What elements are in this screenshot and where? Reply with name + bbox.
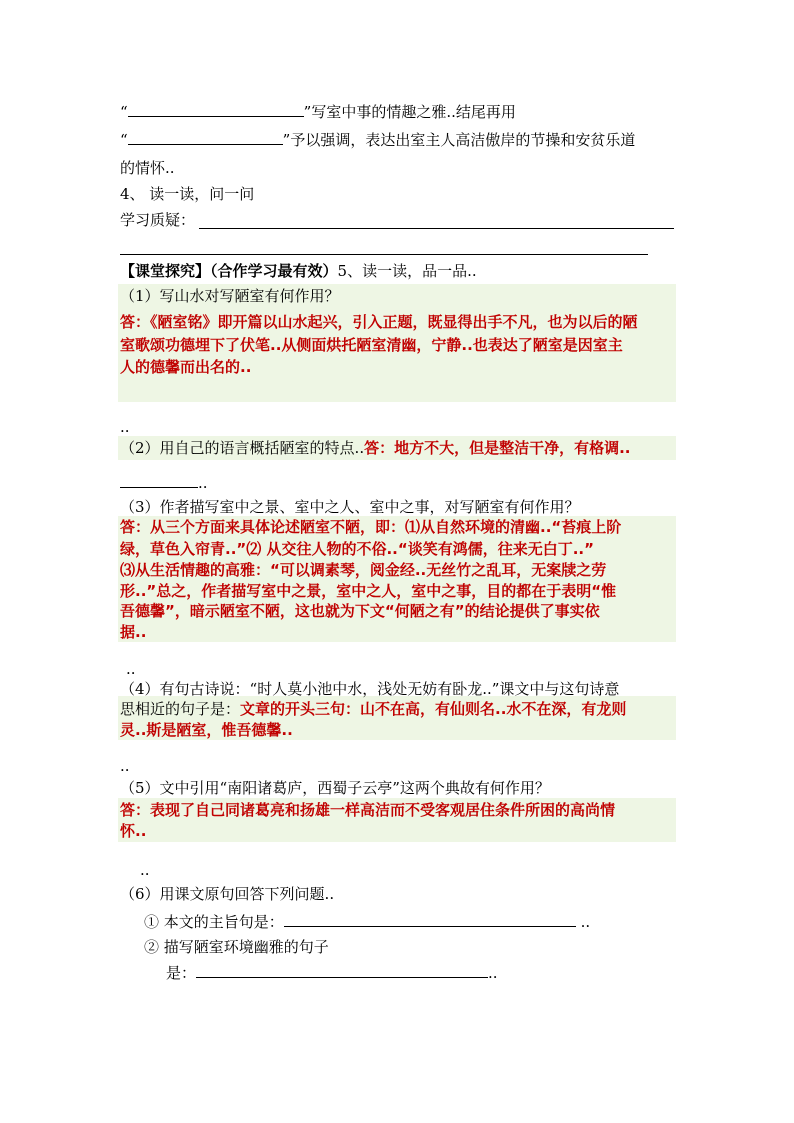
q3-answer-line-4: 形..”总之，作者描写室中之景，室中之人，室中之事，目的都在于表明“惟 (120, 582, 617, 600)
q6-question: （6）用课文原句回答下列问题.. (120, 885, 335, 903)
q6-item-1-blank[interactable] (284, 912, 576, 927)
q5-trailing: .. (140, 861, 150, 879)
fill-blank-1[interactable] (128, 102, 304, 117)
q5-answer-line-2: 怀.. (120, 822, 147, 840)
line-4: 4、 读一读，问一问 (120, 185, 255, 203)
line-1: “ ”写室中事的情趣之雅..结尾再用 (120, 103, 516, 121)
line-2: “ ”予以强调，表达出室主人高洁傲岸的节操和安贫乐道 (120, 131, 636, 149)
q1-answer-line-1: 答：《陋室铭》即开篇以山水起兴，引入正题，既显得出手不凡，也为以后的陋 (120, 313, 638, 331)
q2-line: （2）用自己的语言概括陋室的特点..答：地方不大，但是整洁干净，有格调.. (120, 439, 631, 457)
question-answer-line-2[interactable] (120, 254, 648, 255)
q5-question: （5）文中引用“南阳诸葛庐，西蜀子云亭”这两个典故有何作用？ (120, 779, 550, 797)
q3-answer-line-2: 绿，草色入帘青..”⑵ 从交往人物的不俗..“谈笑有鸿儒，往来无白丁..” (120, 540, 594, 558)
q1-answer-line-2: 室歌颂功德埋下了伏笔..从侧面烘托陋室清幽，宁静..也表达了陋室是因室主 (120, 336, 623, 354)
q4-line-2: 思相近的句子是：文章的开头三句：山不在高，有仙则名..水不在深，有龙则 (120, 700, 627, 718)
q3-answer-line-1: 答：从三个方面来具体论述陋室不陋，即：⑴从自然环境的清幽..“苔痕上阶 (120, 518, 622, 536)
q3-answer-line-3: ⑶从生活情趣的高雅：“可以调素琴，阅金经..无丝竹之乱耳，无案牍之劳 (120, 561, 607, 579)
q4-question-line-1: （4）有句古诗说：“时人莫小池中水，浅处无妨有卧龙..”课文中与这句诗意 (120, 680, 620, 698)
q3-question: （3）作者描写室中之景、室中之人、室中之事，对写陋室有何作用？ (120, 498, 580, 516)
q6-item-2-blank[interactable] (196, 963, 488, 978)
q3-trailing: .. (126, 660, 136, 678)
q2-trailing-line: .. (120, 472, 208, 494)
q4-answer-line-3: 灵..斯是陋室，惟吾德馨.. (120, 721, 293, 739)
q6-item-2-line-2: 是： .. (166, 964, 498, 982)
question-answer-line-1[interactable] (199, 228, 674, 229)
q1-question: （1）写山水对写陋室有何作用？ (120, 287, 340, 305)
q1-answer-line-3: 人的德馨而出名的.. (120, 358, 252, 376)
q2-blank[interactable] (120, 473, 198, 488)
q6-item-1: ① 本文的主旨句是： .. (144, 913, 591, 931)
q5-answer-line-1: 答：表现了自己同诸葛亮和扬雄一样高洁而不受客观居住条件所困的高尚情 (120, 801, 616, 819)
line-3: 的情怀.. (120, 159, 175, 177)
q1-trailing: .. (120, 418, 130, 436)
q3-answer-line-6: 据.. (120, 623, 147, 641)
section-heading: 【课堂探究】（合作学习最有效）5、读一读，品一品.. (120, 262, 477, 280)
q6-item-2: ② 描写陋室环境幽雅的句子 (144, 938, 329, 956)
line-5: 学习质疑： (120, 211, 196, 229)
q4-trailing: .. (120, 757, 130, 775)
fill-blank-2[interactable] (128, 130, 283, 145)
q3-answer-line-5: 吾德馨”，暗示陋室不陋，这也就为下文“何陋之有”的结论提供了事实依 (120, 602, 600, 620)
